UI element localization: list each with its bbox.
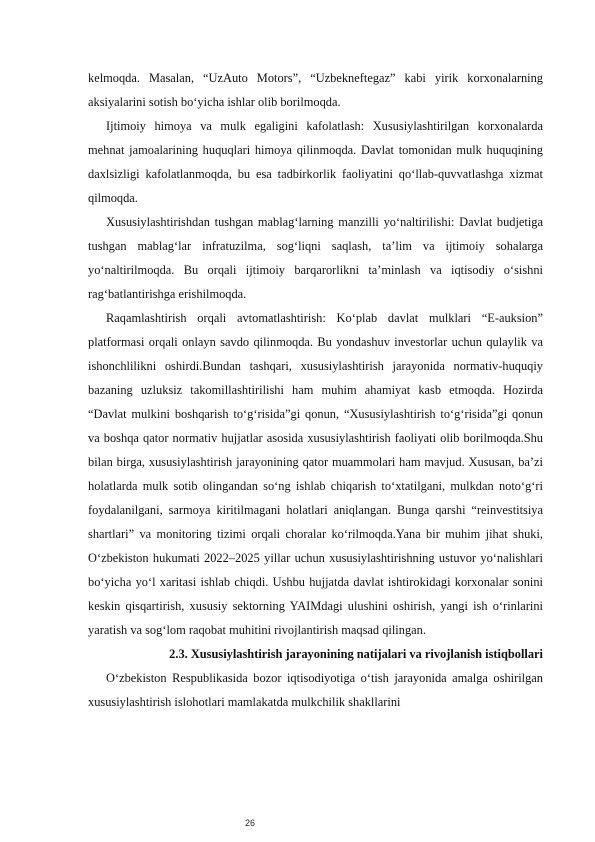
body-paragraph-social-protection: Ijtimoiy himoya va mulk egaligini kafolatlash: Xususiylashtirilgan korxonalarda mehnat jamoalarining huquqlari himoya qilinmoqda. Davlat tomonidan mulk huquqining daxlsizligi kafolatlanmoqda, bu esa tadbirkorlik faoliyatini qo‘llab-quvvatlashga xizmat qilmoqda. xyxy=(88,119,543,205)
page-number: 26 xyxy=(244,818,255,828)
body-paragraph-continued: kelmoqda. Masalan, “UzAuto Motors”, “Uzbekneftegaz” kabi yirik korxonalarning aksiyalarini sotish bo‘yicha ishlar olib borilmoqda. xyxy=(88,71,543,109)
document-page xyxy=(88,66,543,714)
section-heading: 2.3. Xususiylashtirish jarayonining natijalari va rivojlanish istiqbollari xyxy=(169,647,543,661)
body-paragraph-funds-allocation: Xususiylashtirishdan tushgan mablag‘larning manzilli yo‘naltirilishi: Davlat budjetiga tushgan mablag‘lar infratuzilma, sog‘liqni saqlash, ta’lim va ijtimoiy sohalarga yo‘naltirilmoqda. Bu orqali ijtimoiy barqarorlikni ta’minlash va iqtisodiy o‘sishni rag‘batlantirishga erishilmoqda. xyxy=(88,215,543,301)
body-paragraph-closing: O‘zbekiston Respublikasida bozor iqtisodiyotiga o‘tish jarayonida amalga oshirilgan xususiylashtirish islohotlari mamlakatda mulkchilik shakllarini xyxy=(88,671,543,709)
body-paragraph-digitalization: Raqamlashtirish orqali avtomatlashtirish: Ko‘plab davlat mulklari “E-auksion” platformasi orqali onlayn savdo qilinmoqda. Bu yondashuv investorlar uchun qulaylik va ishonchlilikni oshirdi.Bundan tashqari, xususiylashtirish jarayonida normativ-huquqiy bazaning uzluksiz takomillashtirilishi ham muhim ahamiyat kasb etmoqda. Hozirda “Davlat mulkini boshqarish to‘g‘risida”gi qonun, “Xususiylashtirish to‘g‘risida”gi qonun va boshqa qator normativ hujjatlar asosida xususiylashtirish faoliyati olib borilmoqda.Shu bilan birga, xususiylashtirish jarayonining qator muammolari ham mavjud. Xususan, ba’zi holatlarda mulk sotib olingandan so‘ng ishlab chiqarish to‘xtatilgani, mulkdan noto‘g‘ri foydalanilgani, sarmoya kiritilmagani holatlari aniqlangan. Bunga qarshi “reinvestitsiya shartlari” va monitoring tizimi orqali choralar ko‘rilmoqda.Yana bir muhim jihat shuki, O‘zbekiston hukumati 2022–2025 yillar uchun xususiylashtirishning ustuvor yo‘nalishlari bo‘yicha yo‘l xaritasi ishlab chiqdi. Ushbu hujjatda davlat ishtirokidagi korxonalar sonini keskin qisqartirish, xususiy sektorning YAIMdagi ulushini oshirish, yangi ish o‘rinlarini yaratish va sog‘lom raqobat muhitini rivojlantirish maqsad qilingan. xyxy=(88,311,543,637)
